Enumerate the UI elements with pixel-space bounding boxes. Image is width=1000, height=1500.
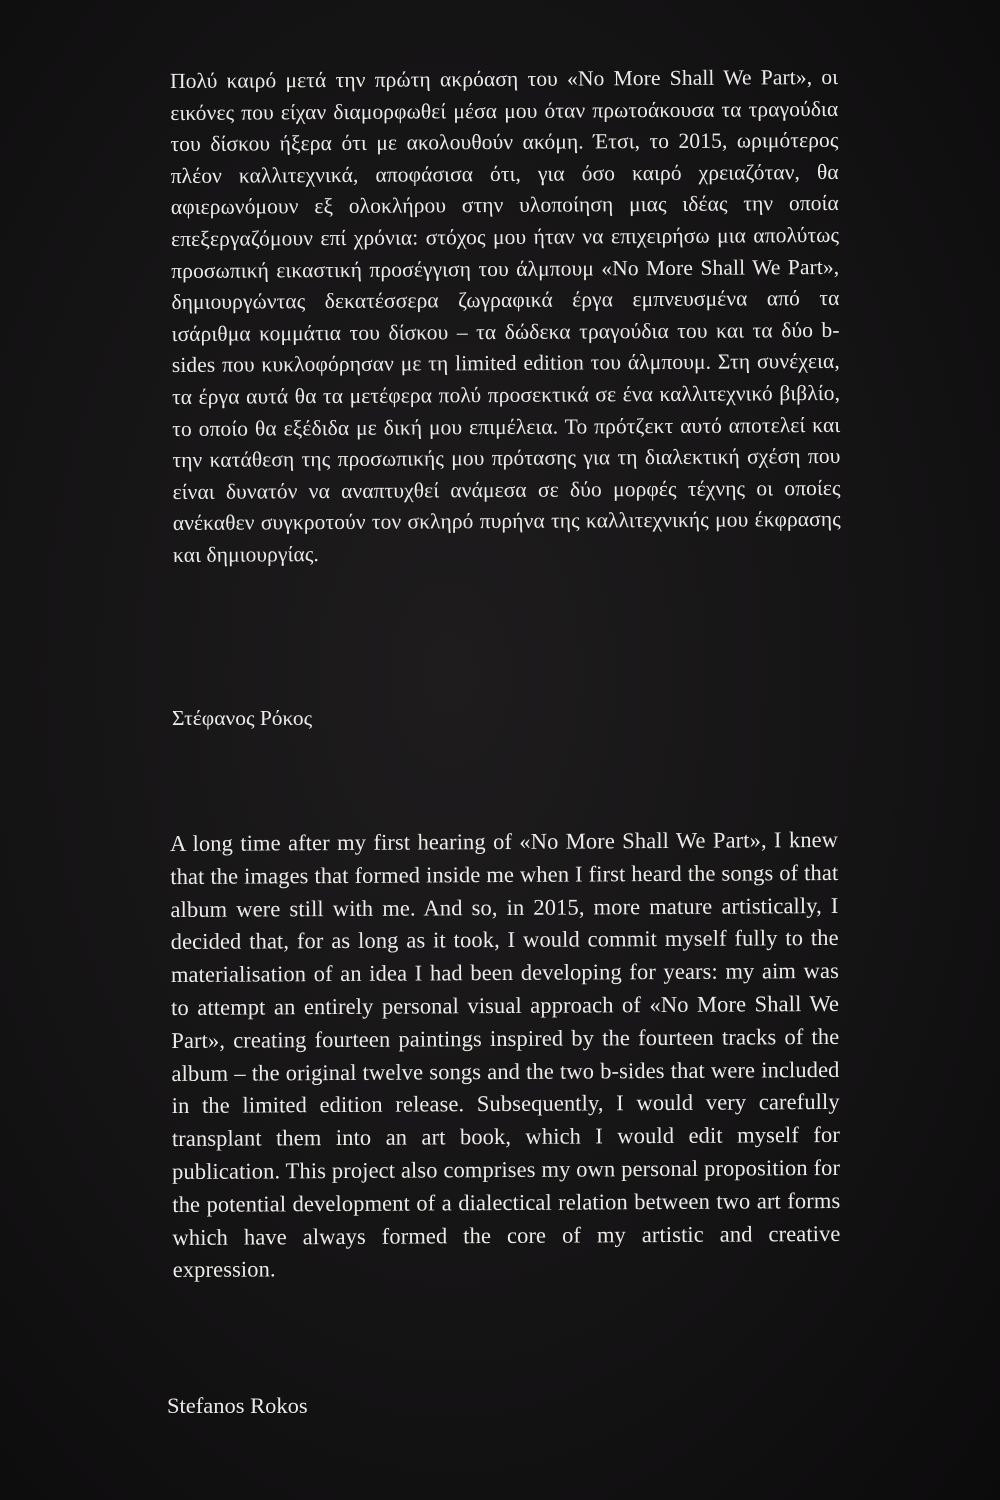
english-signature: Stefanos Rokos xyxy=(167,1393,308,1418)
greek-signature: Στέφανος Ρόκος xyxy=(172,706,313,730)
english-paragraph: A long time after my first hearing of «No More Shall We Part», I knew that the images that formed inside me when I first heard the songs of that album were still with me. And so, in 2015, more mature artistically, I decided that, for as long as it took, I would commit myself fully to the materialisation of an idea I had been developing for years: my aim was to attempt an entirely personal visual approach of «No More Shall We Part», creating fourteen paintings inspired by the fourteen tracks of the album – the original twelve songs and the two b-sides that were included in the limited edition release. Subsequently, I would very carefully transplant them into an art book, which I would edit myself for publication. This project also comprises my own personal proposition for the potential development of a dialectical relation between two art forms which have always formed the core of my artistic and creative expression. xyxy=(170,826,841,1283)
greek-paragraph: Πολύ καιρό μετά την πρώτη ακρόαση του «No More Shall We Part», οι εικόνες που είχαν διαμορφωθεί μέσα μου όταν πρωτοάκουσα τα τραγούδια του δίσκου ήξερα ότι με ακολουθούν ακόμη. Έτσι, το 2015, ωριμότερος πλέον καλλιτεχνικά, αποφάσισα ότι, για όσο καιρό χρειαζόταν, θα αφιερωνόμουν εξ ολοκλήρου στην υλοποίηση μιας ιδέας την οποία επεξεργαζόμουν επί χρόνια: στόχος μου ήταν να επιχειρήσω μια απολύτως προσωπική εικαστική προσέγγιση του άλμπουμ «No More Shall We Part», δημιουργώντας δεκατέσσερα ζωγραφικά έργα εμπνευσμένα από τα ισάριθμα κομμάτια του δίσκου – τα δώδεκα τραγούδια του και τα δύο b-sides που κυκλοφόρησαν με τη limited edition του άλμπουμ. Στη συνέχεια, τα έργα αυτά θα τα μετέφερα πολύ προσεκτικά σε ένα καλλιτεχνικό βιβλίο, το οποίο θα εξέδιδα με δική μου επιμέλεια. Το πρότζεκτ αυτό αποτελεί και την κατάθεση της προσωπικής μου πρότασης για τη διαλεκτική σχέση που είναι δυνατόν να αναπτυχθεί ανάμεσα σε δύο μορφές τέχνης οι οποίες ανέκαθεν συγκροτούν τον σκληρό πυρήνα της καλλιτεχνικής μου έκφρασης και δημιουργίας. xyxy=(170,64,841,567)
